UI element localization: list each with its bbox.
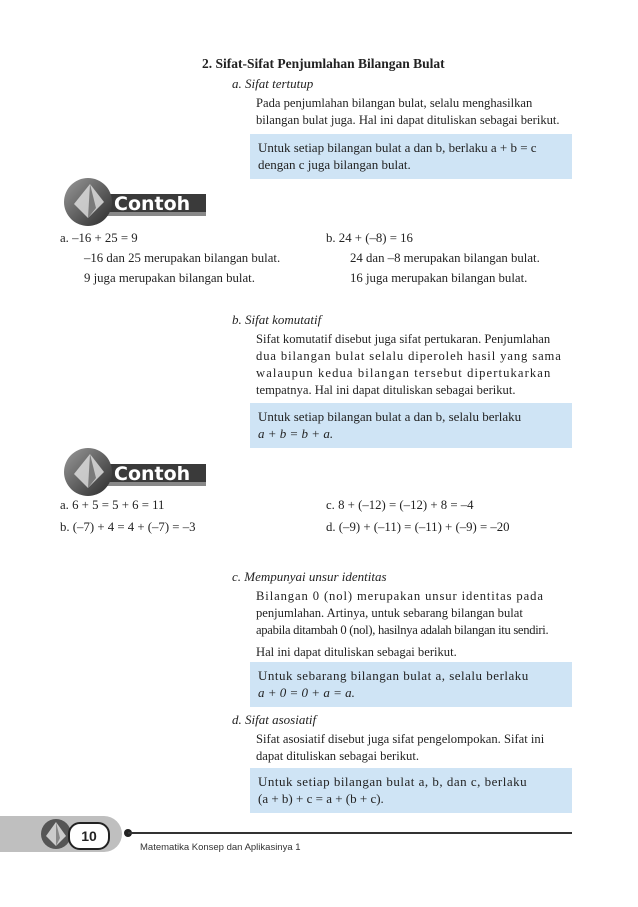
example-item: a. –16 + 25 = 9 xyxy=(60,231,138,245)
example-item: a. 6 + 5 = 5 + 6 = 11 xyxy=(60,498,165,512)
example-item: –16 dan 25 merupakan bilangan bulat. xyxy=(84,251,281,265)
text-line: bilangan bulat juga. Hal ini dapat dituliskan sebagai berikut. xyxy=(256,113,560,127)
example-item: b. (–7) + 4 = 4 + (–7) = –3 xyxy=(60,520,196,534)
property-text-associative xyxy=(256,731,544,765)
example-item: b. 24 + (–8) = 16 xyxy=(326,231,413,245)
example-1-right xyxy=(326,228,540,288)
rule-line: a + b = b + a. xyxy=(258,426,334,441)
rule-box-identity xyxy=(250,662,572,707)
page-number: 10 xyxy=(68,822,110,850)
contoh-label: Contoh xyxy=(114,193,191,215)
property-heading-closure: a. Sifat tertutup xyxy=(232,76,314,91)
rule-line: dengan c juga bilangan bulat. xyxy=(258,157,411,172)
example-item: 16 juga merupakan bilangan bulat. xyxy=(350,271,528,285)
text-line: dapat dituliskan sebagai berikut. xyxy=(256,749,419,763)
example-item: d. (–9) + (–11) = (–11) + (–9) = –20 xyxy=(326,520,510,534)
property-heading-associative: d. Sifat asosiatif xyxy=(232,712,317,727)
property-text-identity xyxy=(256,588,548,661)
contoh-banner xyxy=(60,442,208,500)
book-title: Matematika Konsep dan Aplikasinya 1 xyxy=(140,842,301,853)
example-2-right xyxy=(326,494,510,538)
contoh-logo-icon xyxy=(60,172,208,230)
contoh-logo-icon xyxy=(60,442,208,500)
contoh-banner xyxy=(60,172,208,230)
property-text-closure xyxy=(256,95,560,129)
footer-rule xyxy=(128,832,572,834)
text-line: dua bilangan bulat selalu diperoleh hasil yang sama xyxy=(256,349,562,363)
rule-line: Untuk setiap bilangan bulat a dan b, berlaku a + b = c xyxy=(258,140,537,155)
text-line: walaupun kedua bilangan tersebut dipertukarkan xyxy=(256,366,552,380)
text-line: Sifat asosiatif disebut juga sifat pengelompokan. Sifat ini xyxy=(256,732,545,746)
contoh-label: Contoh xyxy=(114,463,191,485)
example-item: c. 8 + (–12) = (–12) + 8 = –4 xyxy=(326,498,474,512)
rule-box-commutative xyxy=(250,403,572,448)
example-2-left xyxy=(60,494,196,538)
text-line: penjumlahan. Artinya, untuk sebarang bilangan bulat xyxy=(256,606,523,620)
text-line: Pada penjumlahan bilangan bulat, selalu menghasilkan xyxy=(256,96,533,110)
example-item: 24 dan –8 merupakan bilangan bulat. xyxy=(350,251,540,265)
rule-line: a + 0 = 0 + a = a. xyxy=(258,685,355,700)
rule-line: (a + b) + c = a + (b + c). xyxy=(258,791,384,806)
rule-box-associative xyxy=(250,768,572,813)
example-item: 9 juga merupakan bilangan bulat. xyxy=(84,271,255,285)
rule-box-closure xyxy=(250,134,572,179)
text-line: Bilangan 0 (nol) merupakan unsur identitas pada xyxy=(256,589,544,603)
example-1-left xyxy=(60,228,280,288)
text-line: apabila ditambah 0 (nol), hasilnya adalah bilangan itu sendiri. xyxy=(256,623,549,637)
rule-line: Untuk sebarang bilangan bulat a, selalu berlaku xyxy=(258,668,529,683)
rule-line: Untuk setiap bilangan bulat a dan b, selalu berlaku xyxy=(258,409,522,424)
property-heading-commutative: b. Sifat komutatif xyxy=(232,312,322,327)
property-heading-identity: c. Mempunyai unsur identitas xyxy=(232,569,387,584)
text-line: Sifat komutatif disebut juga sifat pertukaran. Penjumlahan xyxy=(256,332,551,346)
text-line: Hal ini dapat dituliskan sebagai berikut. xyxy=(256,645,457,659)
property-text-commutative xyxy=(256,331,562,399)
text-line: tempatnya. Hal ini dapat dituliskan sebagai berikut. xyxy=(256,383,516,397)
rule-line: Untuk setiap bilangan bulat a, b, dan c, berlaku xyxy=(258,774,528,789)
section-title: 2. Sifat-Sifat Penjumlahan Bilangan Bulat xyxy=(202,56,445,71)
